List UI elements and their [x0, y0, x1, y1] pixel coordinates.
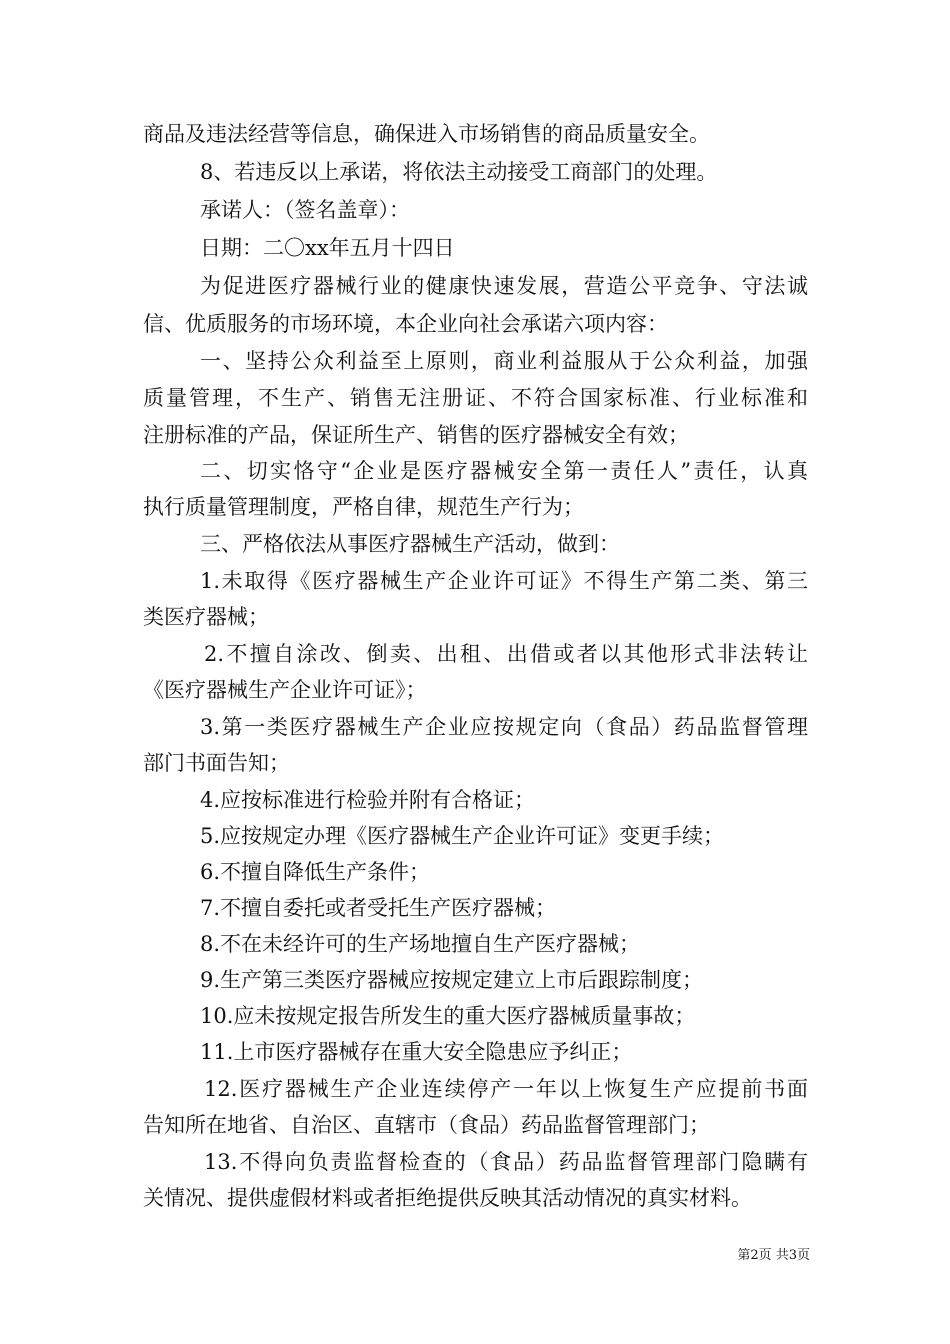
list-item-cont: 部门书面告知；: [143, 751, 290, 775]
list-item: 9.生产第三类医疗器械应按规定建立上市后跟踪制度；: [200, 968, 704, 992]
page-footer: 第2页 共3页: [737, 1248, 810, 1263]
list-item: 10.应未按规定报告所发生的重大医疗器械质量事故；: [200, 1004, 696, 1028]
list-item: 5.应按规定办理《医疗器械生产企业许可证》变更手续；: [200, 824, 725, 848]
text-line: 8、若违反以上承诺，将依法主动接受工商部门的处理。: [200, 160, 718, 184]
list-item: 2.不擅自涂改、倒卖、出租、出借或者以其他形式非法转让: [204, 642, 808, 666]
signature-line: 承诺人：（签名盖章）：: [200, 198, 410, 222]
list-item-cont: 告知所在地省、自治区、直辖市（食品）药品监督管理部门；: [143, 1113, 710, 1137]
text-line: 信、优质服务的市场环境，本企业向社会承诺六项内容：: [143, 312, 668, 336]
text-line: 商品及违法经营等信息，确保进入市场销售的商品质量安全。: [143, 122, 710, 146]
list-item: 1.未取得《医疗器械生产企业许可证》不得生产第二类、第三: [200, 569, 808, 593]
text-line: 为促进医疗器械行业的健康快速发展，营造公平竞争、守法诚: [200, 274, 808, 298]
list-item: 13.不得向负责监督检查的（食品）药品监督管理部门隐瞒有: [204, 1150, 808, 1174]
list-item: 11.上市医疗器械存在重大安全隐患应予纠正；: [200, 1040, 633, 1064]
list-item: 12.医疗器械生产企业连续停产一年以上恢复生产应提前书面: [204, 1077, 808, 1101]
text-line: 三、严格依法从事医疗器械生产活动，做到：: [200, 532, 620, 556]
list-item: 8.不在未经许可的生产场地擅自生产医疗器械；: [200, 932, 641, 956]
text-line: 二、切实恪守“企业是医疗器械安全第一责任人”责任，认真: [200, 459, 808, 483]
list-item-cont: 《医疗器械生产企业许可证》；: [143, 678, 427, 702]
list-item-cont: 关情况、提供虚假材料或者拒绝提供反映其活动情况的真实材料。: [143, 1186, 752, 1210]
date-line: 日期：二〇xx年五月十四日: [200, 236, 455, 260]
text-line: 执行质量管理制度，严格自律，规范生产行为；: [143, 495, 584, 519]
list-item-cont: 类医疗器械；: [143, 605, 269, 629]
text-line: 质量管理，不生产、销售无注册证、不符合国家标准、行业标准和: [143, 386, 808, 410]
list-item: 3.第一类医疗器械生产企业应按规定向（食品）药品监督管理: [200, 715, 808, 739]
text-line: 注册标准的产品，保证所生产、销售的医疗器械安全有效；: [143, 423, 689, 447]
text-line: 一、坚持公众利益至上原则，商业利益服从于公众利益，加强: [200, 349, 808, 373]
list-item: 4.应按标准进行检验并附有合格证；: [200, 788, 536, 812]
list-item: 6.不擅自降低生产条件；: [200, 860, 431, 884]
list-item: 7.不擅自委托或者受托生产医疗器械；: [200, 896, 557, 920]
